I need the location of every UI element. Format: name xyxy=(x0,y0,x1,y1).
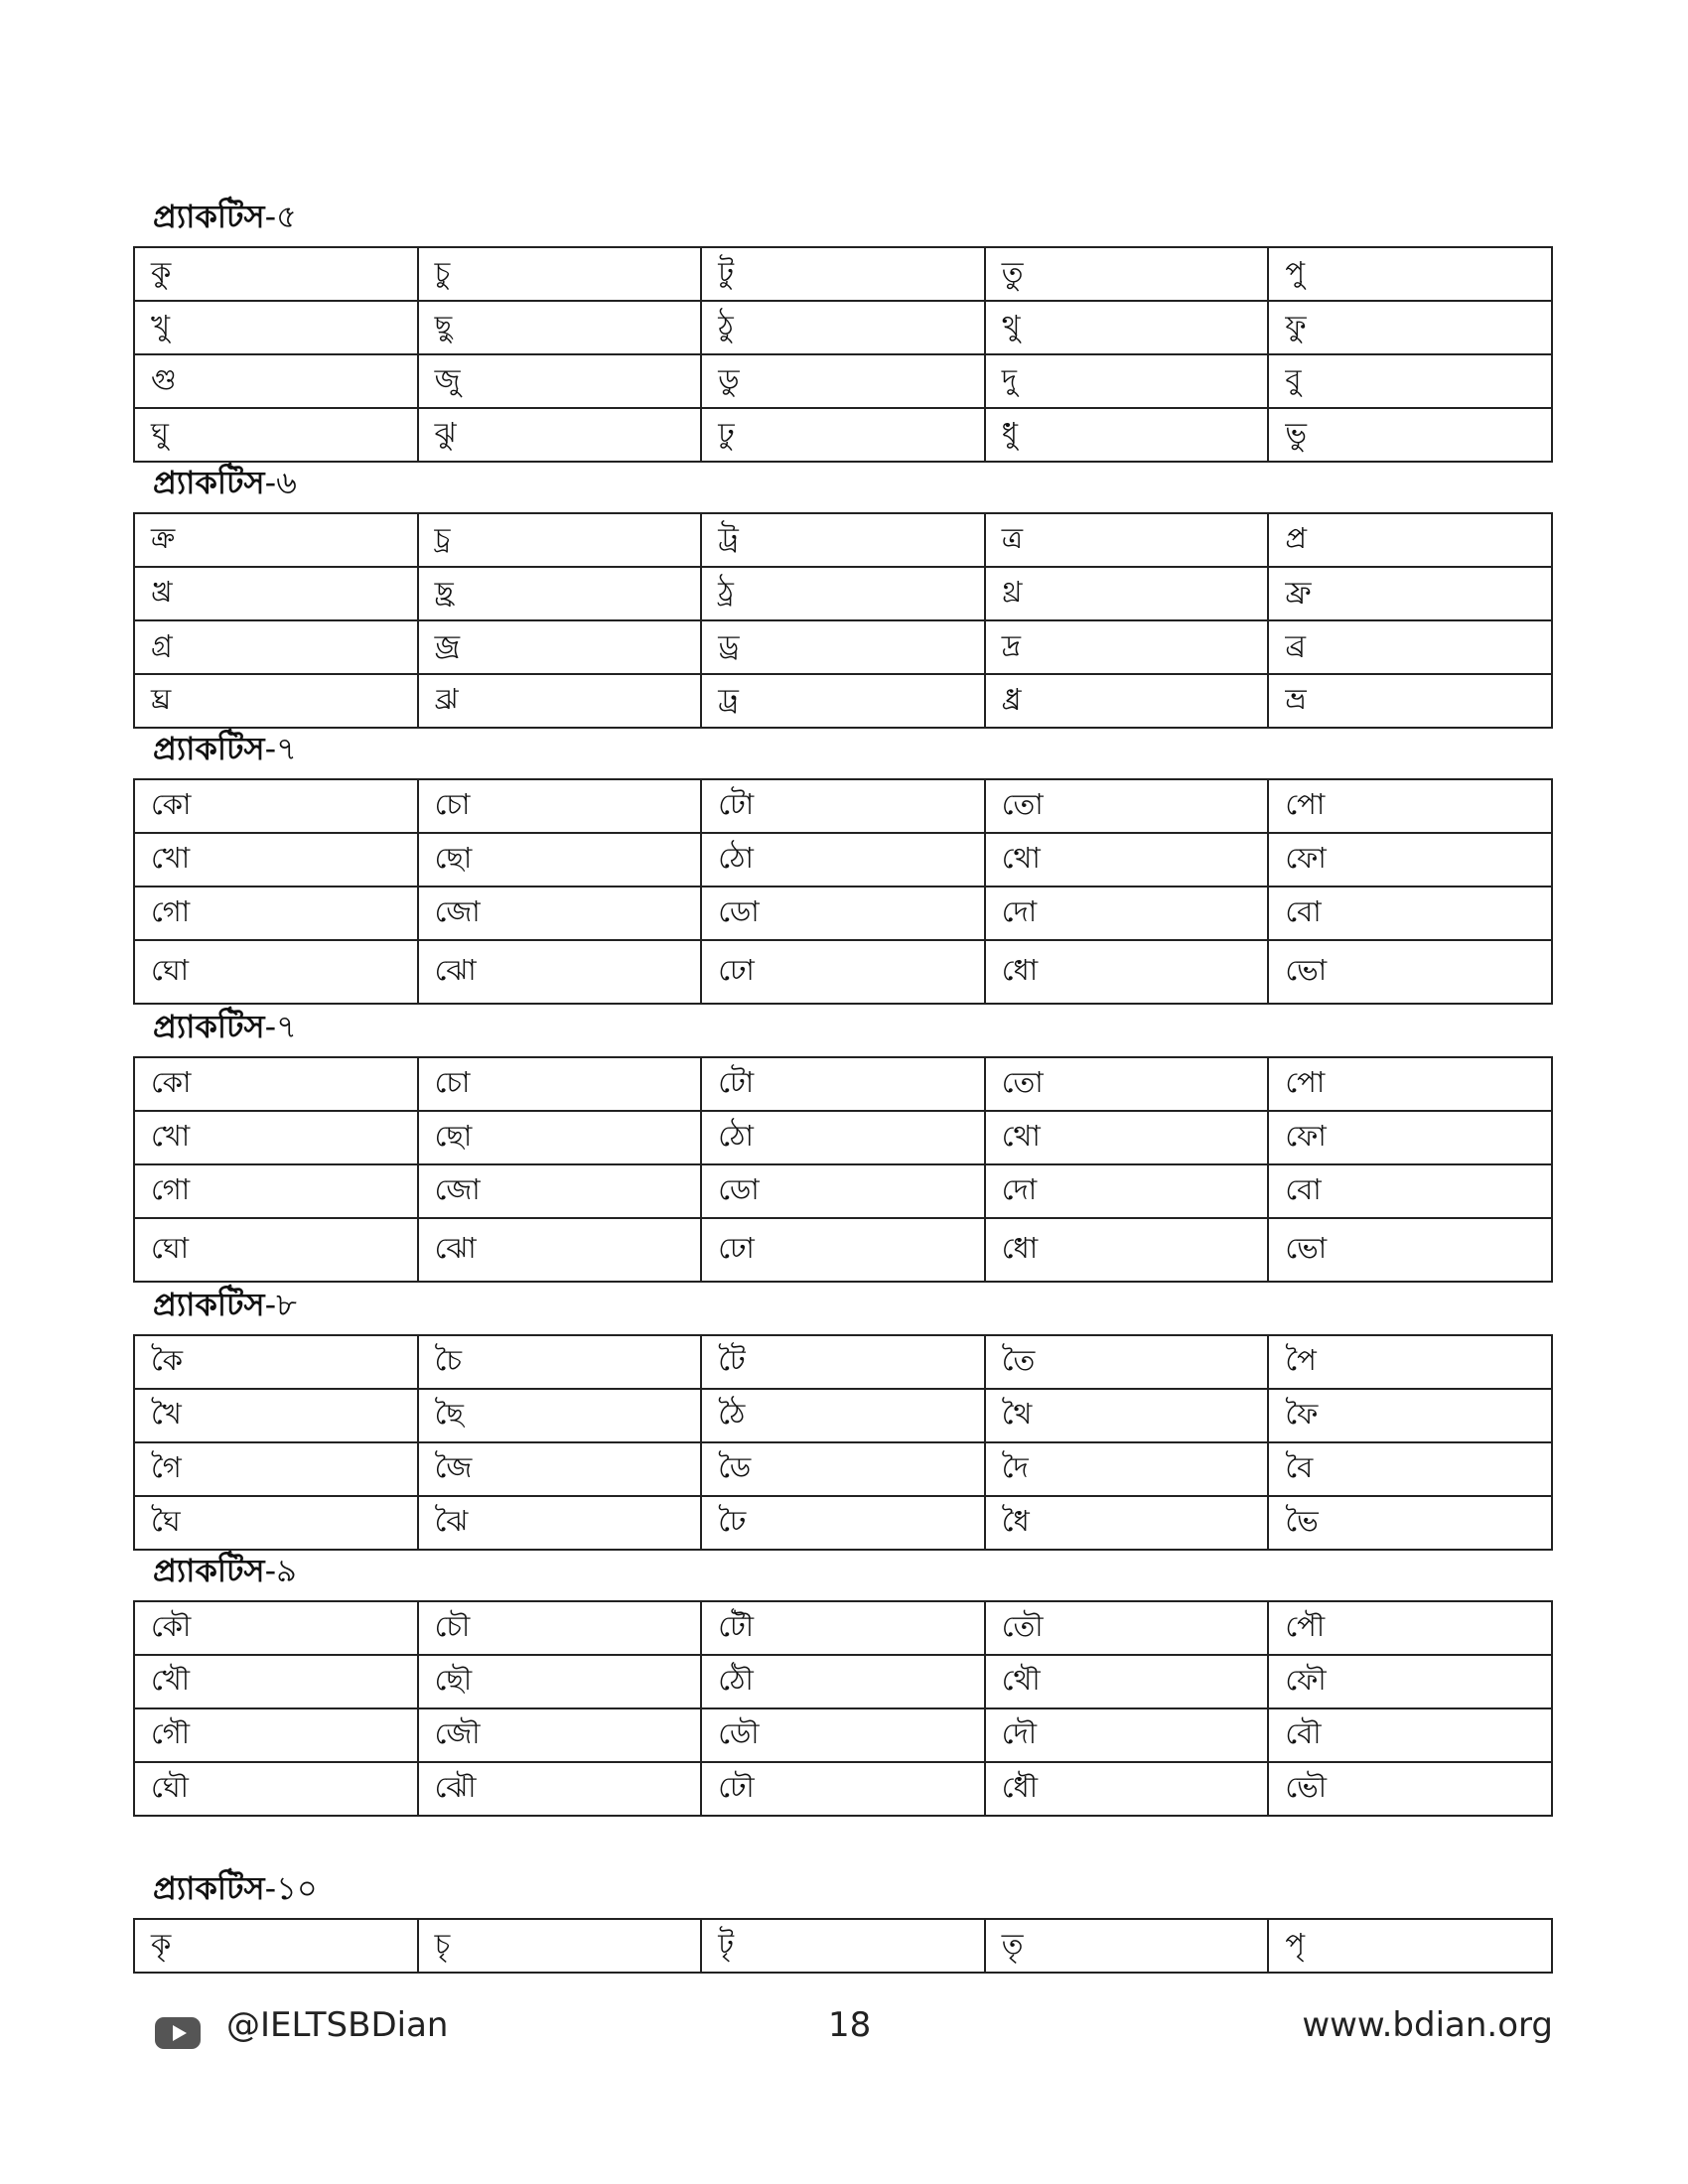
practice-table xyxy=(133,1918,1553,1974)
table-cell: পৌ xyxy=(1268,1601,1552,1655)
table-cell: ঘো xyxy=(134,940,418,1004)
table-cell: থৈ xyxy=(985,1389,1269,1442)
table-cell: বৌ xyxy=(1268,1708,1552,1762)
table-row xyxy=(134,620,1552,674)
table-cell: ফো xyxy=(1268,1111,1552,1164)
table-cell: ঢ্র xyxy=(701,674,985,728)
table-cell: তু xyxy=(985,247,1269,301)
table-cell: ধৌ xyxy=(985,1762,1269,1816)
table-cell: গো xyxy=(134,887,418,940)
table-cell: ছ্র xyxy=(418,567,702,620)
table-cell: দো xyxy=(985,1164,1269,1218)
table-cell: চু xyxy=(418,247,702,301)
table-row xyxy=(134,1111,1552,1164)
table-row xyxy=(134,1335,1552,1389)
table-cell: দু xyxy=(985,354,1269,408)
table-cell: বো xyxy=(1268,1164,1552,1218)
table-cell: থৌ xyxy=(985,1655,1269,1708)
table-cell: ডৈ xyxy=(701,1442,985,1496)
table-cell: দৈ xyxy=(985,1442,1269,1496)
table-cell: ছু xyxy=(418,301,702,354)
table-cell: থো xyxy=(985,1111,1269,1164)
table-cell: গ্র xyxy=(134,620,418,674)
website-link[interactable]: www.bdian.org xyxy=(1302,2005,1553,2045)
section-title xyxy=(153,197,297,236)
table-row xyxy=(134,779,1552,833)
table-cell: ধো xyxy=(985,940,1269,1004)
table-cell: পৃ xyxy=(1268,1919,1552,1973)
table-cell: ধো xyxy=(985,1218,1269,1282)
table-cell: ঠু xyxy=(701,301,985,354)
practice-table xyxy=(133,1334,1553,1551)
section-title xyxy=(153,1868,318,1908)
table-cell: চৃ xyxy=(418,1919,702,1973)
table-cell: থ্র xyxy=(985,567,1269,620)
table-row xyxy=(134,1708,1552,1762)
table-cell: ঢো xyxy=(701,1218,985,1282)
table-cell: জু xyxy=(418,354,702,408)
table-cell: টৌ xyxy=(701,1601,985,1655)
table-cell: কো xyxy=(134,779,418,833)
practice-table xyxy=(133,246,1553,463)
table-cell: ঠৈ xyxy=(701,1389,985,1442)
table-cell: ঠো xyxy=(701,1111,985,1164)
table-cell: গো xyxy=(134,1164,418,1218)
table-cell: পো xyxy=(1268,779,1552,833)
page-number: 18 xyxy=(828,2005,872,2045)
table-cell: পৈ xyxy=(1268,1335,1552,1389)
table-cell: ঘৌ xyxy=(134,1762,418,1816)
section-title-number: -১০ xyxy=(264,1869,318,1907)
table-row xyxy=(134,940,1552,1004)
table-cell: ঢু xyxy=(701,408,985,462)
table-cell: টৈ xyxy=(701,1335,985,1389)
table-cell: জো xyxy=(418,1164,702,1218)
table-cell: ক্র xyxy=(134,513,418,567)
table-cell: দৌ xyxy=(985,1708,1269,1762)
table-row xyxy=(134,1919,1552,1973)
table-cell: ধু xyxy=(985,408,1269,462)
table-cell: পু xyxy=(1268,247,1552,301)
table-row xyxy=(134,674,1552,728)
table-cell: প্র xyxy=(1268,513,1552,567)
table-cell: খো xyxy=(134,1111,418,1164)
table-cell: ছৈ xyxy=(418,1389,702,1442)
table-cell: চো xyxy=(418,779,702,833)
practice-table xyxy=(133,1600,1553,1817)
table-row xyxy=(134,301,1552,354)
table-cell: ঢৈ xyxy=(701,1496,985,1550)
table-cell: চৌ xyxy=(418,1601,702,1655)
table-cell: কৃ xyxy=(134,1919,418,1973)
table-cell: খো xyxy=(134,833,418,887)
table-cell: গৈ xyxy=(134,1442,418,1496)
table-cell: ঘু xyxy=(134,408,418,462)
table-cell: ঝো xyxy=(418,1218,702,1282)
table-cell: ঝৈ xyxy=(418,1496,702,1550)
table-cell: ডৌ xyxy=(701,1708,985,1762)
practice-table xyxy=(133,512,1553,729)
table-row xyxy=(134,567,1552,620)
table-cell: টো xyxy=(701,779,985,833)
table-cell: দো xyxy=(985,887,1269,940)
section-title xyxy=(153,1007,297,1046)
section-title-head: প্র্যাকটিস xyxy=(153,1552,265,1589)
table-cell: ডো xyxy=(701,887,985,940)
table-cell: চৈ xyxy=(418,1335,702,1389)
table-cell: টৃ xyxy=(701,1919,985,1973)
section-title-head: প্র্যাকটিস xyxy=(153,464,265,501)
table-cell: টো xyxy=(701,1057,985,1111)
table-cell: খৈ xyxy=(134,1389,418,1442)
table-cell: কো xyxy=(134,1057,418,1111)
table-cell: ভু xyxy=(1268,408,1552,462)
table-cell: ধৈ xyxy=(985,1496,1269,1550)
table-row xyxy=(134,513,1552,567)
section-title xyxy=(153,463,297,502)
table-cell: কৌ xyxy=(134,1601,418,1655)
table-cell: ফু xyxy=(1268,301,1552,354)
table-cell: বৈ xyxy=(1268,1442,1552,1496)
table-cell: তৃ xyxy=(985,1919,1269,1973)
section-title-number: -৯ xyxy=(264,1552,297,1589)
table-cell: ট্র xyxy=(701,513,985,567)
table-row xyxy=(134,1218,1552,1282)
table-row xyxy=(134,1057,1552,1111)
table-cell: ঝু xyxy=(418,408,702,462)
section-title-number: -৮ xyxy=(264,1286,297,1323)
table-cell: কু xyxy=(134,247,418,301)
table-cell: জৌ xyxy=(418,1708,702,1762)
table-cell: ঠো xyxy=(701,833,985,887)
table-cell: ফ্র xyxy=(1268,567,1552,620)
table-row xyxy=(134,1442,1552,1496)
table-cell: তো xyxy=(985,779,1269,833)
table-cell: ব্র xyxy=(1268,620,1552,674)
table-row xyxy=(134,1164,1552,1218)
section-title-number: -৫ xyxy=(264,198,297,235)
section-title-head: প্র্যাকটিস xyxy=(153,1008,265,1045)
table-cell: তো xyxy=(985,1057,1269,1111)
table-cell: ত্র xyxy=(985,513,1269,567)
section-title xyxy=(153,1285,297,1324)
table-cell: খু xyxy=(134,301,418,354)
table-cell: ঘৈ xyxy=(134,1496,418,1550)
table-cell: ভৌ xyxy=(1268,1762,1552,1816)
table-row xyxy=(134,247,1552,301)
section-title-number: -৭ xyxy=(264,730,297,767)
section-title-head: প্র্যাকটিস xyxy=(153,1286,265,1323)
table-row xyxy=(134,1601,1552,1655)
table-cell: ঝ্র xyxy=(418,674,702,728)
table-cell: ডু xyxy=(701,354,985,408)
table-cell: ঘ্র xyxy=(134,674,418,728)
table-cell: চ্র xyxy=(418,513,702,567)
table-cell: গৌ xyxy=(134,1708,418,1762)
table-cell: জৈ xyxy=(418,1442,702,1496)
youtube-icon xyxy=(155,2017,201,2049)
practice-table xyxy=(133,1056,1553,1283)
section-title-head: প্র্যাকটিস xyxy=(153,198,265,235)
table-cell: পো xyxy=(1268,1057,1552,1111)
table-cell: খ্র xyxy=(134,567,418,620)
table-cell: ছো xyxy=(418,1111,702,1164)
table-cell: তৈ xyxy=(985,1335,1269,1389)
table-cell: ধ্র xyxy=(985,674,1269,728)
table-row xyxy=(134,1655,1552,1708)
section-title xyxy=(153,729,297,768)
table-cell: গু xyxy=(134,354,418,408)
table-cell: ঠ্র xyxy=(701,567,985,620)
table-cell: ঢৌ xyxy=(701,1762,985,1816)
table-cell: ভ্র xyxy=(1268,674,1552,728)
table-cell: ঢো xyxy=(701,940,985,1004)
table-cell: ভৈ xyxy=(1268,1496,1552,1550)
table-cell: থু xyxy=(985,301,1269,354)
section-title xyxy=(153,1551,297,1590)
table-cell: খৌ xyxy=(134,1655,418,1708)
section-title-head: প্র্যাকটিস xyxy=(153,730,265,767)
table-cell: ভো xyxy=(1268,1218,1552,1282)
table-cell: কৈ xyxy=(134,1335,418,1389)
table-row xyxy=(134,1389,1552,1442)
table-cell: তৌ xyxy=(985,1601,1269,1655)
table-cell: ঝৌ xyxy=(418,1762,702,1816)
table-cell: ফো xyxy=(1268,833,1552,887)
table-cell: ঝো xyxy=(418,940,702,1004)
table-row xyxy=(134,1496,1552,1550)
table-cell: ড্র xyxy=(701,620,985,674)
youtube-handle: @IELTSBDian xyxy=(226,2005,449,2045)
table-cell: বো xyxy=(1268,887,1552,940)
section-title-number: -৬ xyxy=(264,464,297,501)
table-cell: থো xyxy=(985,833,1269,887)
table-cell: জ্র xyxy=(418,620,702,674)
section-title-number: -৭ xyxy=(264,1008,297,1045)
table-cell: দ্র xyxy=(985,620,1269,674)
table-row xyxy=(134,1762,1552,1816)
table-row xyxy=(134,887,1552,940)
practice-table xyxy=(133,778,1553,1005)
table-cell: বু xyxy=(1268,354,1552,408)
table-cell: টু xyxy=(701,247,985,301)
table-cell: ফৈ xyxy=(1268,1389,1552,1442)
table-row xyxy=(134,408,1552,462)
table-row xyxy=(134,354,1552,408)
table-cell: ভো xyxy=(1268,940,1552,1004)
table-cell: ছো xyxy=(418,833,702,887)
table-cell: ঘো xyxy=(134,1218,418,1282)
table-row xyxy=(134,833,1552,887)
table-cell: ছৌ xyxy=(418,1655,702,1708)
table-cell: ডো xyxy=(701,1164,985,1218)
table-cell: ফৌ xyxy=(1268,1655,1552,1708)
section-title-head: প্র্যাকটিস xyxy=(153,1869,265,1907)
table-cell: ঠৌ xyxy=(701,1655,985,1708)
table-cell: জো xyxy=(418,887,702,940)
table-cell: চো xyxy=(418,1057,702,1111)
